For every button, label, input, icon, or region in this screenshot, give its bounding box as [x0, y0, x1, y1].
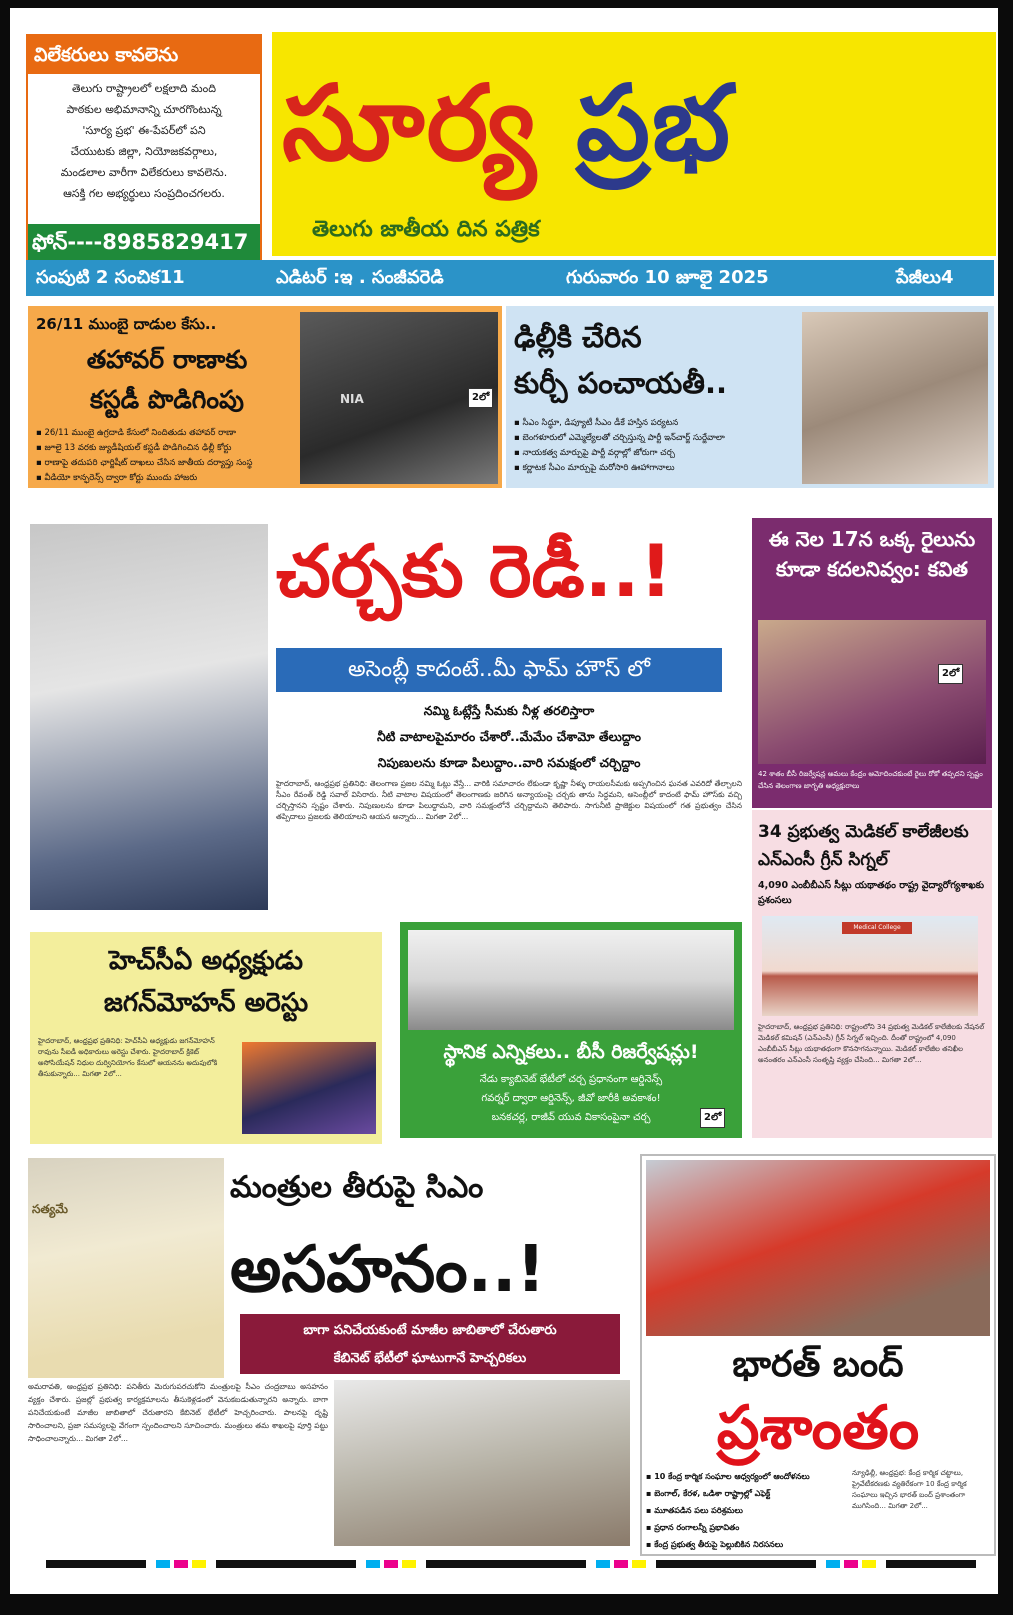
ad-line: 'సూర్య ప్రభ' ఈ-పేపర్‌లో పని — [82, 124, 206, 137]
bullet-item: ▪ బెంగాల్, కేరళ, ఒడిశా రాష్ట్రాల్లో ఎఫెక్ట్ — [646, 1489, 771, 1498]
newspaper-title — [282, 38, 982, 208]
story-kavitha[interactable] — [752, 518, 992, 808]
story-headline-main: ప్రశాంతం — [716, 1393, 920, 1463]
karnataka-leaders-photo — [802, 312, 988, 484]
lead-headline[interactable]: చర్చకు రెడీ..! — [276, 529, 673, 613]
bullet-item: ▪ సీఎం సిద్ధూ, డిప్యూటీ సీఎం డీకే హస్తిన పర్యటన — [514, 418, 679, 428]
story-bullets — [36, 426, 298, 486]
story-bharat-bandh[interactable] — [640, 1154, 996, 1556]
title-part-surya: సూర్య — [282, 62, 538, 184]
jaganmohan-photo — [242, 1042, 376, 1134]
story-kicker: మంత్రుల తీరుపై సిఎం — [230, 1170, 484, 1205]
story-line: నేడు క్యాబినెట్ భేటీలో చర్చ ప్రధానంగా ఆర్డినెన్స్ — [479, 1074, 663, 1085]
ad-line: చేయుటకు జిల్లా, నియోజకవర్గాలు, — [70, 145, 218, 158]
story-body: అమరావతి, ఆంధ్రప్రభ ప్రతినిధి: పనితీరు మెరుగుపరచుకోని మంత్రులపై సీఎం చంద్రబాబు అసహనం వ్యక్తం చేశారు. ప్రజల్లో ప్రభుత్వ కార్యక్రమాలను తీసుకెళ్లడంలో వెనుకబడుతున్నారని అన్నారు. బాగా పనిచేయకుంటే మాజీల జాబితాలో చేరుతారని కేబినెట్ భేటీలో హెచ్చరించారు. పాలనపై దృష్టి సారించాలని, ప్రజా సమస్యలపై వేగంగా స్పందించాలని సూచించారు. మంత్రులు తమ శాఖలపై పూర్తి పట్టు సాధించాలన్నారు... మిగతా 2లో... — [28, 1382, 328, 1443]
medical-college-photo — [762, 916, 978, 1016]
bullet-item: ▪ వీడియో కాన్ఫరెన్స్ ద్వారా కోర్టు ముందు హాజరు — [36, 473, 198, 483]
headline-line: హెచ్‌సీఏ అధ్యక్షుడు — [108, 946, 304, 976]
story-kicker: 26/11 ముంబై దాడుల కేసు.. — [36, 315, 217, 333]
story-headline[interactable]: అసహనం..! — [230, 1233, 546, 1307]
story-headline: ఈ నెల 17న ఒక్క రైలును కూడా కదలనివ్వం: కవిత — [768, 527, 976, 581]
story-headline: 34 ప్రభుత్వ మెడికల్ కాలేజీలకు ఎన్ఎంసీ గ్రీన్ సిగ్నల్ — [758, 822, 969, 870]
newspaper-page — [10, 8, 998, 1594]
strap-line: బాగా పనిచేయకుంటే మాజీల జాబితాలో చేరుతారు — [303, 1323, 557, 1338]
bullet-item: ▪ 26/11 ముంబై ఉగ్రదాడి కేసులో నిందితుడు తహావర్ రాణా — [36, 428, 236, 438]
story-lines — [408, 1070, 734, 1132]
kavitha-photo — [758, 620, 986, 764]
headline-line: ఢిల్లీకి చేరిన — [514, 320, 642, 354]
ad-line: పాఠకుల అభిమానాన్ని చూరగొంటున్న — [66, 103, 222, 116]
continued-badge: 2లో — [938, 664, 963, 684]
ad-header: విలేకరులు కావలెను — [28, 36, 260, 74]
story-medical-colleges[interactable] — [752, 810, 992, 1138]
rana-photo — [300, 312, 498, 484]
revanth-photo — [30, 524, 268, 910]
story-hca[interactable] — [30, 932, 382, 1144]
story-line: గవర్నర్ ద్వారా ఆర్డినెన్స్, జీవో జారీకి అవకాశం! — [481, 1093, 661, 1104]
issue-info-bar — [26, 260, 994, 296]
color-calibration-strip — [26, 1557, 996, 1571]
story-body: న్యూఢిల్లీ, ఆంధ్రప్రభ: కేంద్ర కార్మిక చట్టాలు, ప్రైవేటీకరణకు వ్యతిరేకంగా 10 కేంద్ర కార్మిక సంఘాలు ఇచ్చిన భారత్ బంద్ ప్రశాంతంగా ముగిసింది... మిగతా 2లో... — [852, 1469, 967, 1510]
story-headline — [38, 940, 374, 1026]
headline-line: జగన్‌మోహన్ అరెస్టు — [103, 988, 309, 1018]
lead-strap: అసెంబ్లీ కాదంటే..మీ ఫామ్ హౌస్ లో — [276, 648, 722, 692]
bullet-item: ▪ ప్రధాన రంగాలన్నీ ప్రభావితం — [646, 1523, 740, 1532]
story-body: హైదరాబాద్, ఆంధ్రప్రభ ప్రతినిధి: రాష్ట్రంలోని 34 ప్రభుత్వ మెడికల్ కాలేజీలకు నేషనల్ మెడికల్ కమిషన్ (ఎన్ఎంసీ) గ్రీన్ సిగ్నల్ ఇచ్చింది. దీంతో రాష్ట్రంలో 4,090 ఎంబీబీఎస్ సీట్లు యథాతథంగా కొనసాగనున్నాయి. మెడికల్ కాలేజీల తనిఖీల అనంతరం ఎన్ఎంసీ సంతృప్తి వ్యక్తం చేసింది... మిగతా 2లో... — [758, 1023, 985, 1064]
ad-phone-number[interactable]: ఫోన్----8985829417 — [28, 224, 260, 260]
reporters-wanted-ad — [26, 34, 262, 262]
headline-line: కస్టడీ పొడిగింపు — [90, 385, 244, 414]
story-delhi[interactable] — [506, 306, 994, 488]
printer-registration-bar — [26, 1556, 996, 1570]
story-rana[interactable] — [28, 306, 502, 488]
bullet-item: ▪ మూతపడిన పలు పరిశ్రమలు — [646, 1506, 743, 1515]
continued-badge: 2లో — [700, 1108, 725, 1128]
ad-body — [32, 78, 256, 218]
story-headline — [514, 314, 798, 410]
chandrababu-photo — [28, 1158, 224, 1378]
issue-volume: సంపుటి 2 సంచిక11 — [36, 267, 185, 288]
issue-editor: ఎడిటర్ :ఇ . సంజీవరెడి — [276, 267, 444, 288]
story-line: బనకచర్ల, రాజీవ్ యువ వికాసంపైనా చర్చ — [491, 1112, 651, 1123]
title-part-prabha: ప్రభ — [576, 62, 732, 184]
bullet-item: ▪ రాణాపై తదుపరి ఛార్జిషీట్ దాఖలు చేసిన జాతీయ దర్యాప్తు సంస్థ — [36, 458, 253, 468]
bullet-item: ▪ జూలై 13 వరకు జ్యుడీషియల్ కస్టడీ పొడిగించిన ఢిల్లీ కోర్టు — [36, 443, 232, 453]
ap-cabinet-photo — [334, 1380, 630, 1546]
headline-line: కుర్చీ పంచాయతీ.. — [514, 366, 727, 400]
photo-label: సత్యమే — [32, 1202, 68, 1216]
issue-pages: పేజీలు4 — [896, 267, 954, 288]
masthead-tagline: తెలుగు జాతీయ దిన పత్రిక — [312, 217, 540, 242]
strap-line: కేబినెట్ భేటీలో ఘాటుగానే హెచ్చరికలు — [333, 1351, 527, 1366]
lead-body: హైదరాబాద్, ఆంధ్రప్రభ ప్రతినిధి: తెలంగాణ ప్రజల నమ్మి ఓట్లు వేస్తే... వారికి సమాచారం లేకుండా కృష్ణా నీళ్ళు రాయలసీమకు అప్పగించిన ఘనత ఎవరిదో తేల్చాలని సీఎం రేవంత్ రెడ్డి సవాల్ విసిరారు. నీటి వాటాల విషయంలో తెలంగాణకు జరిగిన అన్యాయంపై చర్చకు తాను సిద్ధమని, అసెంబ్లీలో కాదంటే ఫామ్ హౌస్‌కు వచ్చి చర్చిస్తానని స్పష్టం చేశారు. నిపుణులను కూడా పిలుద్దామని, వారి సమక్షంలోనే చర్చిద్దామని తెలిపారు. సాగునీటి ప్రాజెక్టుల విషయంలో గత ప్రభుత్వం చేసిన తప్పిదాలు ప్రజలకు తెలియాలని ఆయన అన్నారు... మిగతా 2లో... — [276, 779, 742, 821]
masthead — [272, 32, 996, 256]
story-caption: 42 శాతం బీసీ రిజర్వేషన్ల అమలు కేంద్రం ఆమోదించకుంటే రైలు రోకో తప్పదని స్పష్టం చేసిన తెలంగాణ జాగృతి అధ్యక్షురాలు — [758, 770, 983, 790]
story-body: హైదరాబాద్, ఆంధ్రప్రభ ప్రతినిధి: హెచ్‌సీఏ అధ్యక్షుడు జగన్‌మోహన్ రావును సీఐడీ అధికారులు అరెస్టు చేశారు. హైదరాబాద్ క్రికెట్ అసోసియేషన్ నిధుల దుర్వినియోగం కేసులో ఆయనను అదుపులోకి తీసుకున్నారు... మిగతా 2లో... — [38, 1037, 218, 1078]
story-headline — [36, 340, 298, 424]
ad-line: తెలుగు రాష్ట్రాలలో లక్షలాది మంది — [72, 82, 216, 95]
bullet-item: ▪ కర్ణాటక సీఎం మార్పుపై మరోసారి ఊహాగానాలు — [514, 463, 675, 473]
cabinet-meeting-photo — [408, 930, 734, 1030]
headline-line: తహావర్ రాణాకు — [86, 345, 248, 374]
photo-label: Medical College — [842, 922, 912, 934]
ad-line: ఆసక్తి గల అభ్యర్థులు సంప్రదించగలరు. — [63, 187, 225, 200]
story-subhead: 4,090 ఎంబీబీఎస్ సీట్లు యథాతథం రాష్ట్ర వైద్యారోగ్యశాఖకు ప్రశంసలు — [758, 880, 985, 906]
protest-photo — [646, 1160, 990, 1336]
story-local-elections[interactable] — [400, 922, 742, 1138]
ad-line: మండలాల వారీగా విలేకరులు కావలెను. — [60, 166, 228, 179]
lead-sublines — [276, 698, 742, 776]
photo-label: NIA — [340, 392, 364, 406]
story-bullets — [646, 1468, 846, 1554]
story-headline: స్థానిక ఎన్నికలు.. బీసీ రిజర్వేషన్లు! — [443, 1041, 699, 1063]
subline: నమ్మి ఓట్లేస్తే సీమకు నీళ్ల తరలిస్తారా — [423, 703, 595, 718]
bullet-item: ▪ కేంద్ర ప్రభుత్వ తీరుపై పెల్లుబికిన నిరసనలు — [646, 1540, 784, 1549]
story-headline-top: భారత్ బంద్ — [732, 1344, 904, 1385]
story-bullets — [514, 416, 798, 486]
bullet-item: ▪ బెంగళూరులో ఎమ్మెల్యేలతో చర్చిస్తున్న పార్టీ ఇన్‌చార్జ్ సుర్జేవాలా — [514, 433, 725, 443]
subline: నిపుణులను కూడా పిలుద్దాం..వారి సమక్షంలో చర్చిద్దాం — [377, 755, 641, 770]
continued-badge: 2లో — [468, 388, 493, 408]
issue-date: గురువారం 10 జూలై 2025 — [566, 267, 769, 288]
story-strap — [240, 1314, 620, 1374]
subline: నీటి వాటాలపైమారం చేశారో..మేమేం చేశామో తేలుద్దాం — [376, 729, 642, 744]
bullet-item: ▪ 10 కేంద్ర కార్మిక సంఘాల ఆధ్వర్యంలో ఆందోళనలు — [646, 1472, 810, 1481]
bullet-item: ▪ నాయకత్వ మార్పుపై పార్టీ వర్గాల్లో జోరుగా చర్చ — [514, 448, 675, 458]
